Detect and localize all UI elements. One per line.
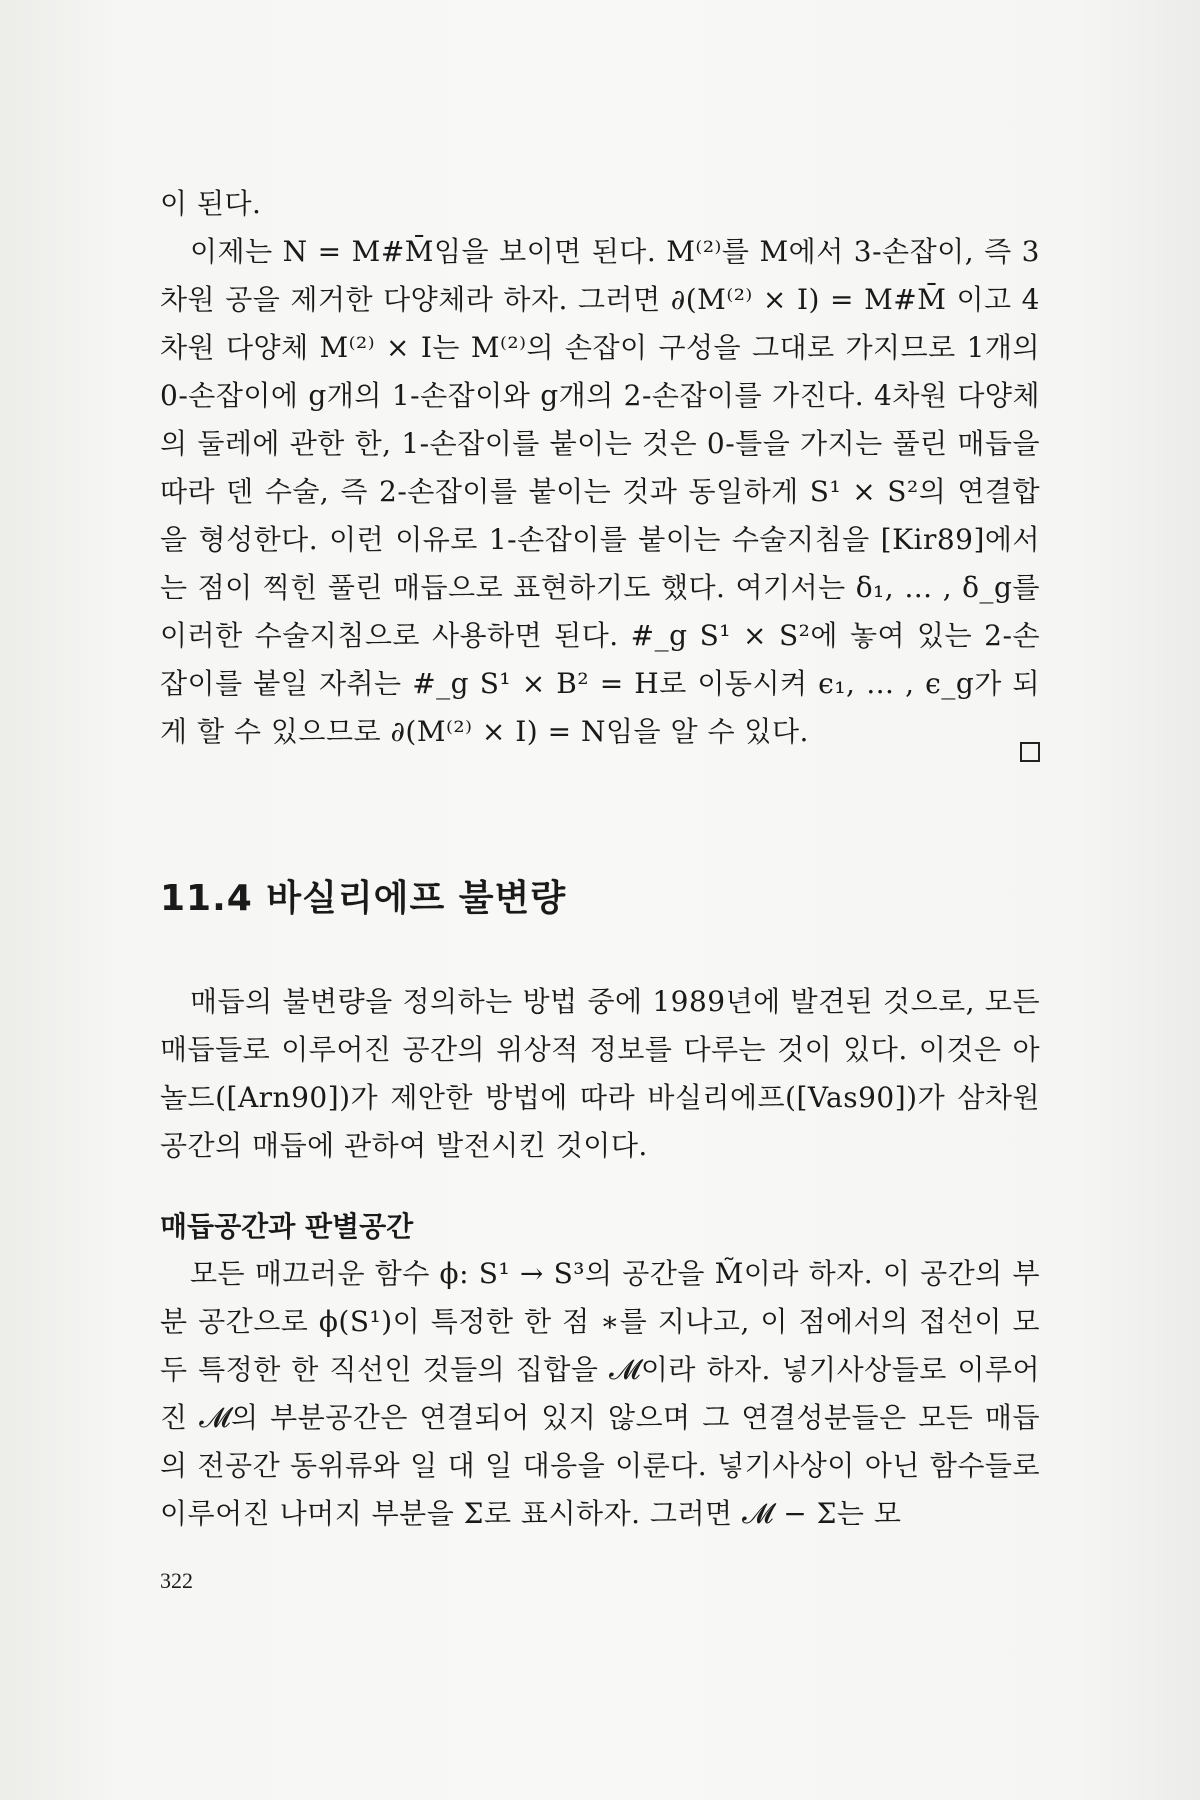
section-body [160, 978, 1040, 1170]
qed-box-icon [1020, 742, 1040, 762]
body-text-top [160, 180, 1040, 756]
subsection-body [160, 1250, 1040, 1538]
page-number: 322 [160, 1568, 193, 1593]
paragraph-continuation: 이 된다. [160, 187, 262, 220]
section-paragraph: 매듭의 불변량을 정의하는 방법 중에 1989년에 발견된 것으로, 모든 매듭들로 이루어진 공간의 위상적 정보를 다루는 것이 있다. 이것은 아놀드([Arn90])가 제안한 방법에 따라 바실리에프([Vas90])가 삼차원공간의 매듭에 관하여 발전시킨 것이다. [160, 985, 1040, 1162]
section-title: 11.4 바실리에프 불변량 [160, 878, 567, 919]
subsection-title: 매듭공간과 판별공간 [160, 1210, 414, 1243]
proof-paragraph: 이제는 N = M#M̄임을 보이면 된다. M⁽²⁾를 M에서 3-손잡이, 즉 3차원 공을 제거한 다양체라 하자. 그러면 ∂(M⁽²⁾ × I) = M#M̄ 이고 4차원 다양체 M⁽²⁾ × I는 M⁽²⁾의 손잡이 구성을 그대로 가지므로 1개의 0-손잡이에 g개의 1-손잡이와 g개의 2-손잡이를 가진다. 4차원 다양체의 둘레에 관한 한, 1-손잡이를 붙이는 것은 0-틀을 가지는 풀린 매듭을 따라 덴 수술, 즉 2-손잡이를 붙이는 것과 동일하게 S¹ × S²의 연결합을 형성한다. 이런 이유로 1-손잡이를 붙이는 수술지침을 [Kir89]에서는 점이 찍힌 풀린 매듭으로 표현하기도 했다. 여기서는 δ₁, … , δ_g를 이러한 수술지침으로 사용하면 된다. #_g S¹ × S²에 놓여 있는 2-손잡이를 붙일 자취는 #_g S¹ × B² = H로 이동시켜 ϵ₁, … , ϵ_g가 되게 할 수 있으므로 ∂(M⁽²⁾ × I) = N임을 알 수 있다. [160, 235, 1040, 748]
subsection-paragraph: 모든 매끄러운 함수 ϕ: S¹ → S³의 공간을 M̃이라 하자. 이 공간의 부분 공간으로 ϕ(S¹)이 특정한 한 점 ∗를 지나고, 이 점에서의 접선이 모두 특정한 한 직선인 것들의 집합을 𝓜이라 하자. 넣기사상들로 이루어진 𝓜의 부분공간은 연결되어 있지 않으며 그 연결성분들은 모든 매듭의 전공간 동위류와 일 대 일 대응을 이룬다. 넣기사상이 아닌 함수들로 이루어진 나머지 부분을 Σ로 표시하자. 그러면 𝓜 − Σ는 모 [160, 1257, 1040, 1530]
